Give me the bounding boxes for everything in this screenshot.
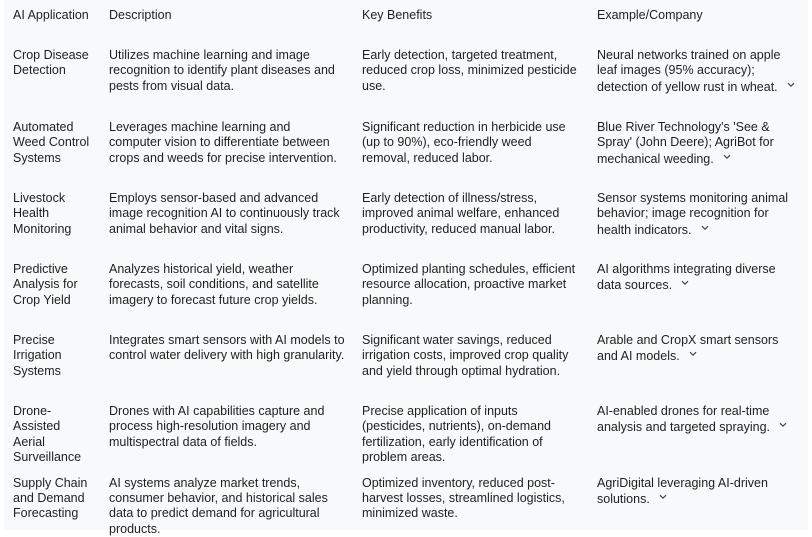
chevron-down-icon[interactable] — [654, 491, 672, 505]
cell-application: Automated Weed Control Systems — [13, 120, 90, 165]
chevron-down-icon[interactable] — [696, 222, 714, 236]
cell-example — [588, 466, 808, 537]
table-row — [4, 394, 808, 466]
header-application: AI Application — [13, 8, 89, 22]
chevron-down-icon[interactable] — [774, 419, 792, 433]
cell-example — [588, 36, 808, 110]
cell-description: Drones with AI capabilities capture and process high-resolution imagery and multispectral data of fields. — [109, 404, 325, 449]
header-row — [4, 0, 808, 36]
table-row — [4, 181, 808, 252]
cell-benefits: Precise application of inputs (pesticides, nutrients), on-demand fertilization, early identification of problem areas. — [362, 404, 551, 465]
cell-example — [588, 181, 808, 252]
cell-application: Supply Chain and Demand Forecasting — [13, 475, 88, 521]
chevron-down-icon[interactable] — [684, 348, 702, 362]
cell-benefits: Optimized planting schedules, efficient resource allocation, proactive market planning. — [362, 262, 576, 307]
table-row — [4, 36, 808, 110]
header-example: Example/Company — [597, 8, 703, 22]
cell-application: Drone-Assisted Aerial Surveillance — [13, 404, 82, 465]
cell-description: Leverages machine learning and computer vision to differentiate between crops and weeds for precise intervention. — [109, 120, 337, 165]
cell-description: Integrates smart sensors with AI models to control water delivery with high granularity. — [109, 333, 345, 363]
cell-example — [588, 323, 808, 394]
chevron-down-icon[interactable] — [676, 277, 694, 291]
cell-benefits: Early detection of illness/stress, improved animal welfare, enhanced productivity, reduced manual labor. — [362, 191, 560, 236]
cell-application: Predictive Analysis for Crop Yield — [13, 262, 78, 307]
header-description: Description — [109, 8, 172, 22]
table-header — [4, 0, 808, 36]
table-row — [4, 323, 808, 394]
cell-description: Analyzes historical yield, weather forecasts, soil conditions, and satellite imagery to forecast future crop yields. — [109, 262, 319, 307]
table-row — [4, 110, 808, 181]
chevron-down-icon[interactable] — [782, 79, 800, 93]
cell-example-text: AI algorithms integrating diverse data sources. — [597, 262, 776, 293]
cell-benefits: Optimized inventory, reduced post-harvest losses, streamlined logistics, minimized waste. — [362, 475, 565, 521]
header-benefits: Key Benefits — [362, 8, 433, 22]
cell-application: Livestock Health Monitoring — [13, 191, 72, 236]
cell-example-text: AgriDigital leveraging AI-driven solutions. — [597, 475, 768, 507]
chevron-down-icon[interactable] — [718, 151, 736, 165]
cell-description: Employs sensor-based and advanced image recognition AI to continuously track animal behavior and vital signs. — [109, 191, 340, 236]
cell-benefits: Early detection, targeted treatment, reduced crop loss, minimized pesticide use. — [362, 48, 577, 93]
cell-example — [588, 110, 808, 181]
cell-example-text: Neural networks trained on apple leaf images (95% accuracy); detection of yellow rust in wheat. — [597, 48, 781, 94]
comparison-table-container — [4, 0, 808, 536]
cell-example — [588, 394, 808, 466]
cell-example-text: Blue River Technology's 'See & Spray' (John Deere); AgriBot for mechanical weeding. — [597, 120, 774, 166]
cell-example — [588, 252, 808, 323]
cell-application: Crop Disease Detection — [13, 48, 89, 78]
table-row — [4, 252, 808, 323]
cell-benefits: Significant reduction in herbicide use (up to 90%), eco-friendly weed removal, reduced labor. — [362, 120, 566, 165]
cell-example-text: Sensor systems monitoring animal behavior; image recognition for health indicators. — [597, 191, 789, 237]
ai-applications-table — [4, 0, 808, 537]
table-row — [4, 466, 808, 537]
cell-description: Utilizes machine learning and image recognition to identify plant diseases and pests from visual data. — [109, 48, 335, 93]
cell-example-text: AI-enabled drones for real-time analysis and targeted spraying. — [597, 404, 771, 435]
table-body — [4, 36, 808, 537]
cell-description: AI systems analyze market trends, consumer behavior, and historical sales data to predict demand for agricultural products. — [109, 475, 328, 536]
cell-benefits: Significant water savings, reduced irrigation costs, improved crop quality and yield through optimal hydration. — [362, 333, 569, 378]
cell-example-text: Arable and CropX smart sensors and AI models. — [597, 333, 779, 364]
cell-application: Precise Irrigation Systems — [13, 333, 62, 378]
